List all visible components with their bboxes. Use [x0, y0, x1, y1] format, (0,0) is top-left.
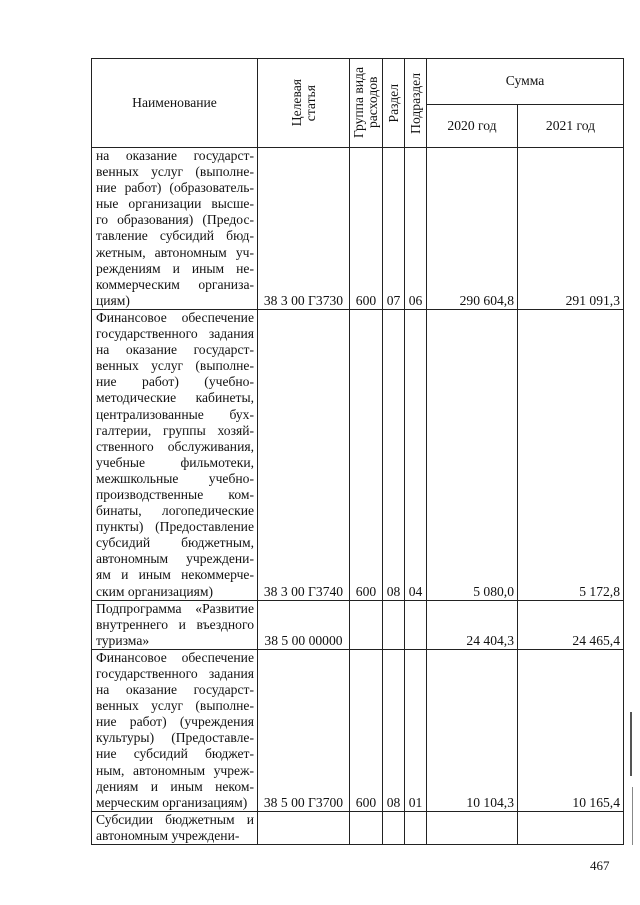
row-name [92, 600, 258, 649]
row-sum-2020: 24 404,3 [427, 600, 518, 649]
header-target-article [258, 59, 350, 148]
row-name-line: ние субсидий бюджет- [96, 746, 254, 762]
header-expense-group [350, 59, 383, 148]
header-sum: Сумма [427, 59, 624, 105]
table-header [92, 59, 624, 148]
row-name-line: производственные ком- [96, 486, 254, 502]
row-section [383, 600, 405, 649]
row-name-line: галтерии, группы хозяй- [96, 422, 254, 438]
row-name-line: жетным, автономным уч- [96, 244, 254, 260]
row-name-line: туризма» [96, 632, 150, 648]
table-row [92, 600, 624, 649]
row-name [92, 649, 258, 811]
header-target-article-text: Целевая статья [288, 79, 318, 127]
row-name-line: Субсидии бюджетным и [96, 811, 254, 827]
row-name-line: ние работ) (образователь- [96, 180, 254, 196]
row-subsection: 06 [405, 148, 427, 310]
table-row [92, 649, 624, 811]
row-sum-2021: 5 172,8 [518, 309, 624, 600]
row-name-line: ским организациям) [96, 583, 214, 599]
row-section: 07 [383, 148, 405, 310]
row-target-article [258, 811, 350, 844]
row-name-line: на оказание государст- [96, 342, 254, 358]
row-name-line: на оказание государст- [96, 148, 254, 163]
row-name [92, 811, 258, 844]
header-section-text: Раздел [385, 83, 401, 123]
row-name [92, 148, 258, 310]
row-target-article: 38 5 00 Г3700 [258, 649, 350, 811]
row-section: 08 [383, 649, 405, 811]
header-year-2021: 2021 год [518, 104, 624, 147]
row-name-line: бинаты, логопедические [96, 503, 254, 519]
row-expense-group [350, 811, 383, 844]
row-name-line: венных услуг (выполне- [96, 358, 254, 374]
table-row [92, 309, 624, 600]
table-row [92, 148, 624, 310]
budget-table [91, 58, 624, 845]
row-sum-2020: 290 604,8 [427, 148, 518, 310]
row-subsection: 04 [405, 309, 427, 600]
row-name-line: реждениям и иным не- [96, 260, 254, 276]
row-subsection [405, 600, 427, 649]
row-name-line: Подпрограмма «Развитие [96, 600, 254, 616]
row-subsection: 01 [405, 649, 427, 811]
row-sum-2020: 5 080,0 [427, 309, 518, 600]
page-number: 467 [590, 858, 610, 873]
row-name-line: учебные фильмотеки, [96, 454, 254, 470]
row-expense-group: 600 [350, 148, 383, 310]
row-name-line: государственного задания [96, 326, 254, 342]
row-target-article: 38 3 00 Г3730 [258, 148, 350, 310]
header-subsection [405, 59, 427, 148]
row-name-line: венных услуг (выполне- [96, 164, 254, 180]
row-name-line: культуры) (Предоставле- [96, 730, 254, 746]
row-name-line: мерческим организациям) [96, 794, 248, 810]
row-name-line: методические кабинеты, [96, 390, 254, 406]
row-section [383, 811, 405, 844]
row-name-line: коммерческим организа- [96, 276, 254, 292]
row-section: 08 [383, 309, 405, 600]
row-name-line: субсидий бюджетным, [96, 535, 254, 551]
row-name-line: го образования) (Предос- [96, 212, 254, 228]
row-sum-2021: 24 465,4 [518, 600, 624, 649]
header-subsection-text: Подраздел [407, 72, 423, 134]
row-target-article: 38 5 00 00000 [258, 600, 350, 649]
row-name-line: дениям и иным неком- [96, 778, 254, 794]
row-name-line: автономным учреждени- [96, 551, 254, 567]
row-name-line: государственного задания [96, 666, 254, 681]
row-name-line: ственного обслуживания, [96, 438, 254, 454]
scan-margin-mark [630, 712, 632, 776]
row-name-line: ным, автономным учреж- [96, 762, 254, 778]
row-name-line: автономным учреждени- [96, 827, 240, 843]
row-sum-2021: 291 091,3 [518, 148, 624, 310]
header-year-2020: 2020 год [427, 104, 518, 147]
table-body [92, 148, 624, 845]
row-name-line: Финансовое обеспечение [96, 309, 254, 325]
row-name-line: венных услуг (выполне- [96, 698, 254, 714]
row-name-line: централизованные бух- [96, 406, 254, 422]
row-expense-group [350, 600, 383, 649]
row-sum-2020 [427, 811, 518, 844]
row-subsection [405, 811, 427, 844]
row-name-line: циям) [96, 292, 130, 308]
row-name-line: тавление субсидий бюд- [96, 228, 254, 244]
row-sum-2021 [518, 811, 624, 844]
row-name [92, 309, 258, 600]
table-row [92, 811, 624, 844]
header-expense-group-text: Группа вида расходов [351, 67, 380, 139]
row-expense-group: 600 [350, 309, 383, 600]
row-name-line: на оказание государст- [96, 682, 254, 698]
row-name-line: внутреннего и въездного [96, 616, 254, 632]
row-expense-group: 600 [350, 649, 383, 811]
scan-margin-mark-2 [632, 787, 633, 845]
row-name-line: пункты) (Предоставление [96, 519, 254, 535]
row-name-line: ние работ) (учебно- [96, 374, 254, 390]
row-name-line: Финансовое обеспечение [96, 649, 254, 665]
row-name-line: ям и иным некоммерче- [96, 567, 254, 583]
row-name-line: ние работ) (учреждения [96, 714, 254, 730]
row-sum-2021: 10 165,4 [518, 649, 624, 811]
header-section [383, 59, 405, 148]
row-name-line: ные организации высше- [96, 196, 254, 212]
row-target-article: 38 3 00 Г3740 [258, 309, 350, 600]
header-name: Наименование [92, 59, 258, 148]
row-name-line: межшкольные учебно- [96, 470, 254, 486]
row-sum-2020: 10 104,3 [427, 649, 518, 811]
